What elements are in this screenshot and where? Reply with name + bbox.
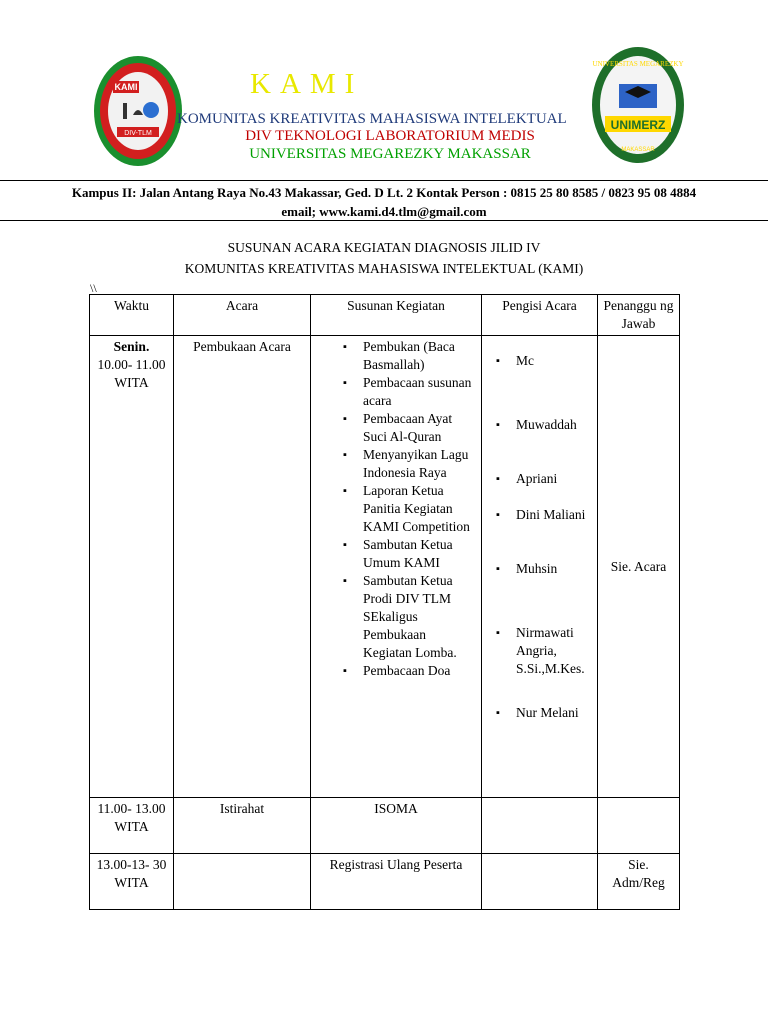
table-header-row bbox=[90, 295, 680, 336]
cell-waktu: 11.00- 13.00 WITA bbox=[90, 798, 174, 854]
list-item: ▪ Pembacaan Doa bbox=[315, 662, 477, 680]
right-logo-text: UNIMERZ bbox=[610, 118, 666, 132]
cell-acara: Istirahat bbox=[174, 798, 311, 854]
list-item: ▪ Sambutan Ketua Prodi DIV TLM SEkaligus Pembukaan Kegiatan Lomba. bbox=[315, 572, 477, 662]
col-header-acara: Acara bbox=[174, 295, 311, 336]
cell-kegiatan: ISOMA bbox=[311, 798, 482, 854]
header-rule-bottom bbox=[0, 220, 768, 221]
right-logo-ring: UNIVERSITAS MEGAREZKY bbox=[592, 60, 684, 68]
pengisi-list bbox=[486, 352, 593, 722]
list-item: ▪ Laporan Ketua Panitia Kegiatan KAMI Competition bbox=[315, 482, 477, 536]
cell-acara: Pembukaan Acara bbox=[174, 336, 311, 798]
program-name: DIV TEKNOLOGI LABORATORIUM MEDIS bbox=[245, 128, 535, 144]
list-item: ▪ Apriani bbox=[486, 470, 593, 488]
day-label: Senin. bbox=[113, 339, 150, 354]
table-row bbox=[90, 336, 680, 798]
col-header-kegiatan: Susunan Kegiatan bbox=[311, 295, 482, 336]
cell-pj: Sie. Acara bbox=[598, 336, 680, 798]
cell-pengisi bbox=[482, 798, 598, 854]
right-logo-bottom: MAKASSAR bbox=[621, 147, 655, 153]
cell-acara bbox=[174, 854, 311, 910]
table-row bbox=[90, 854, 680, 910]
cell-kegiatan bbox=[311, 336, 482, 798]
email-line: email; www.kami.d4.tlm@gmail.com bbox=[281, 204, 487, 219]
address-line: Kampus II: Jalan Antang Raya No.43 Makassar, Ged. D Lt. 2 Kontak Person : 0815 25 80 8585 / 0823 95 08 4884 bbox=[71, 185, 697, 200]
header-rule-top bbox=[0, 180, 768, 181]
university-name: UNIVERSITAS MEGAREZKY MAKASSAR bbox=[249, 146, 531, 162]
doc-title-line1: SUSUNAN ACARA KEGIATAN DIAGNOSIS JILID IV bbox=[227, 240, 541, 255]
brand-title: KAMI bbox=[250, 68, 364, 100]
list-item: ▪ Mc bbox=[486, 352, 593, 370]
list-item: ▪ Pembacaan susunan acara bbox=[315, 374, 477, 410]
cell-pj: Sie. Adm/Reg bbox=[598, 854, 680, 910]
list-item: ▪ Sambutan Ketua Umum KAMI bbox=[315, 536, 477, 572]
list-item: ▪ Pembacaan Ayat Suci Al-Quran bbox=[315, 410, 477, 446]
cell-pengisi bbox=[482, 336, 598, 798]
list-item: ▪ Dini Maliani bbox=[486, 506, 593, 524]
schedule-table bbox=[89, 294, 680, 910]
list-item: ▪ Muwaddah bbox=[486, 416, 593, 434]
kegiatan-list bbox=[315, 338, 477, 680]
cell-waktu: 13.00-13- 30 WITA bbox=[90, 854, 174, 910]
col-header-waktu: Waktu bbox=[90, 295, 174, 336]
cell-kegiatan: Registrasi Ulang Peserta bbox=[311, 854, 482, 910]
stray-mark: \\ bbox=[90, 281, 97, 295]
col-header-pengisi: Pengisi Acara bbox=[482, 295, 598, 336]
left-logo-sub: DIV-TLM bbox=[124, 130, 152, 137]
list-item: ▪ Pembukan (Baca Basmallah) bbox=[315, 338, 477, 374]
list-item: ▪ Menyanyikan Lagu Indonesia Raya bbox=[315, 446, 477, 482]
time-label: 10.00- 11.00 WITA bbox=[97, 357, 166, 390]
doc-title-line2: KOMUNITAS KREATIVITAS MAHASISWA INTELEKTUAL (KAMI) bbox=[184, 261, 584, 276]
col-header-pj: Penanggu ng Jawab bbox=[598, 295, 680, 336]
org-name: KOMUNITAS KREATIVITAS MAHASISWA INTELEKTUAL bbox=[177, 111, 567, 127]
cell-pengisi bbox=[482, 854, 598, 910]
cell-waktu bbox=[90, 336, 174, 798]
list-item: ▪ Nirmawati Angria, S.Si.,M.Kes. bbox=[486, 624, 593, 678]
list-item: ▪ Nur Melani bbox=[486, 704, 593, 722]
left-logo-text: KAMI bbox=[114, 82, 138, 92]
cell-pj bbox=[598, 798, 680, 854]
list-item: ▪ Muhsin bbox=[486, 560, 593, 578]
table-row bbox=[90, 798, 680, 854]
